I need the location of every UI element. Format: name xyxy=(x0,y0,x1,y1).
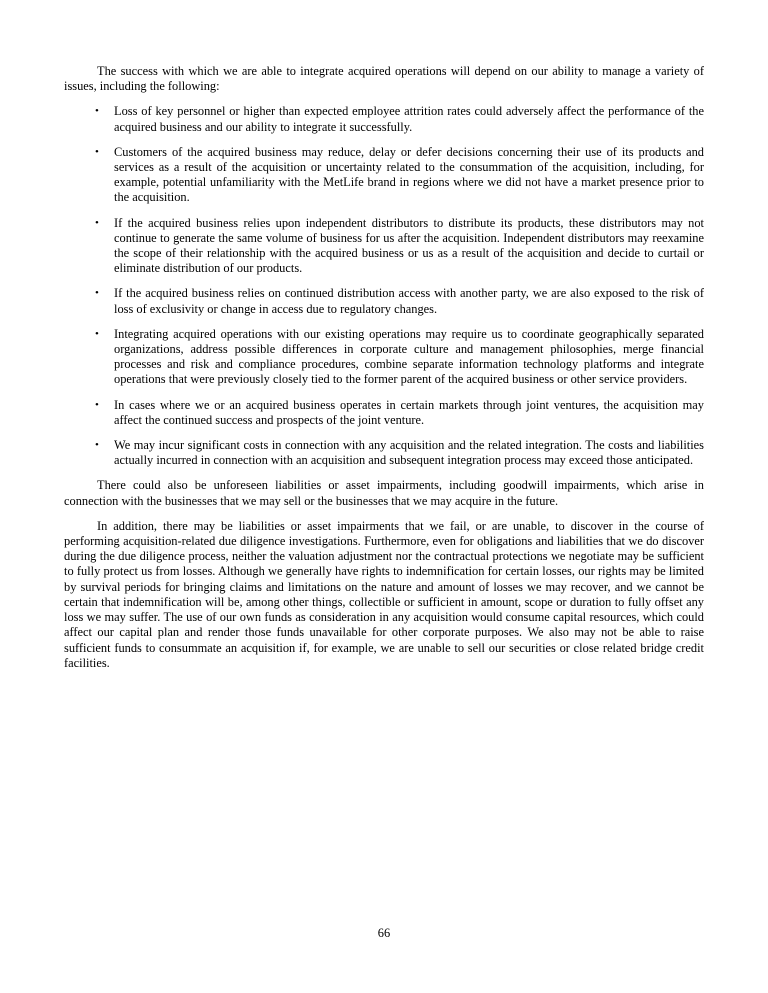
bullet-icon: • xyxy=(95,105,99,118)
bullet-icon: • xyxy=(95,216,99,229)
bullet-text: Customers of the acquired business may reduce, delay or defer decisions concerning their use of its products and services as a result of the acquisition or uncertainty related to the consummation of the acquisition, including, for example, potential unfamiliarity with the MetLife brand in regions where we did not have a market presence prior to the acquisition. xyxy=(114,144,704,205)
bullet-text: Integrating acquired operations with our existing operations may require us to coordinate geographically separated organizations, address possible differences in corporate culture and management philosophies, merge financial processes and risk and compliance procedures, combine separate information technology platforms and integrate operations that were previously closely tied to the former parent of the acquired business or other service providers. xyxy=(114,326,704,387)
bullet-item xyxy=(64,398,704,428)
bullet-text: We may incur significant costs in connection with any acquisition and the related integration. The costs and liabilities actually incurred in connection with an acquisition and subsequent integration process may exceed those anticipated. xyxy=(114,438,704,468)
bullet-icon: • xyxy=(95,327,99,340)
bullet-text: Loss of key personnel or higher than expected employee attrition rates could adversely affect the performance of the acquired business and our ability to integrate it successfully. xyxy=(114,104,704,134)
bullet-icon: • xyxy=(95,287,99,300)
bullet-item xyxy=(64,438,704,468)
bullet-text: In cases where we or an acquired business operates in certain markets through joint ventures, the acquisition may affect the continued success and prospects of the joint venture. xyxy=(114,397,704,427)
paragraph-due-diligence: In addition, there may be liabilities or asset impairments that we fail, or are unable, to discover in the course of performing acquisition-related due diligence investigations. Furthermore, even for obligations and liabilities that we do discover during the due diligence process, neither the valuation adjustment nor the contractual protections we negotiate may be sufficient to fully protect us from losses. Although we generally have rights to indemnification for certain losses, our rights may be limited by survival periods for bringing claims and limitations on the nature and amount of losses we may recover, and we cannot be certain that indemnification will be, among other things, collectible or sufficient in amount, scope or duration to fully offset any loss we may suffer. The use of our own funds as consideration in any acquisition would consume capital resources, which could affect our capital plan and render those funds unavailable for other corporate purposes. We also may not be able to raise sufficient funds to consummate an acquisition if, for example, we are unable to sell our securities or close related bridge credit facilities. xyxy=(64,518,704,670)
bullet-text: If the acquired business relies upon independent distributors to distribute its products, these distributors may not continue to generate the same volume of business for us after the acquisition. Independent distributors may reexamine the scope of their relationship with the acquired business or us as a result of the acquisition and decide to curtail or eliminate distribution of our products. xyxy=(114,215,704,276)
page-number: 66 xyxy=(377,926,391,940)
bullet-item xyxy=(64,327,704,388)
bullet-icon: • xyxy=(95,439,99,452)
bullet-icon: • xyxy=(95,145,99,158)
bullet-icon: • xyxy=(95,398,99,411)
risk-bullet-list xyxy=(64,104,704,468)
bullet-item xyxy=(64,145,704,206)
paragraph-unforeseen-liabilities: There could also be unforeseen liabilities or asset impairments, including goodwill impairments, which arise in connection with the businesses that we may sell or the businesses that we may acquire in the future. xyxy=(64,478,704,508)
bullet-item xyxy=(64,216,704,277)
intro-paragraph: The success with which we are able to integrate acquired operations will depend on our ability to manage a variety of issues, including the following: xyxy=(64,64,704,94)
bullet-item xyxy=(64,286,704,316)
bullet-text: If the acquired business relies on continued distribution access with another party, we are also exposed to the risk of loss of exclusivity or change in access due to regulatory changes. xyxy=(114,286,704,316)
document-page xyxy=(64,64,704,681)
bullet-item xyxy=(64,104,704,134)
